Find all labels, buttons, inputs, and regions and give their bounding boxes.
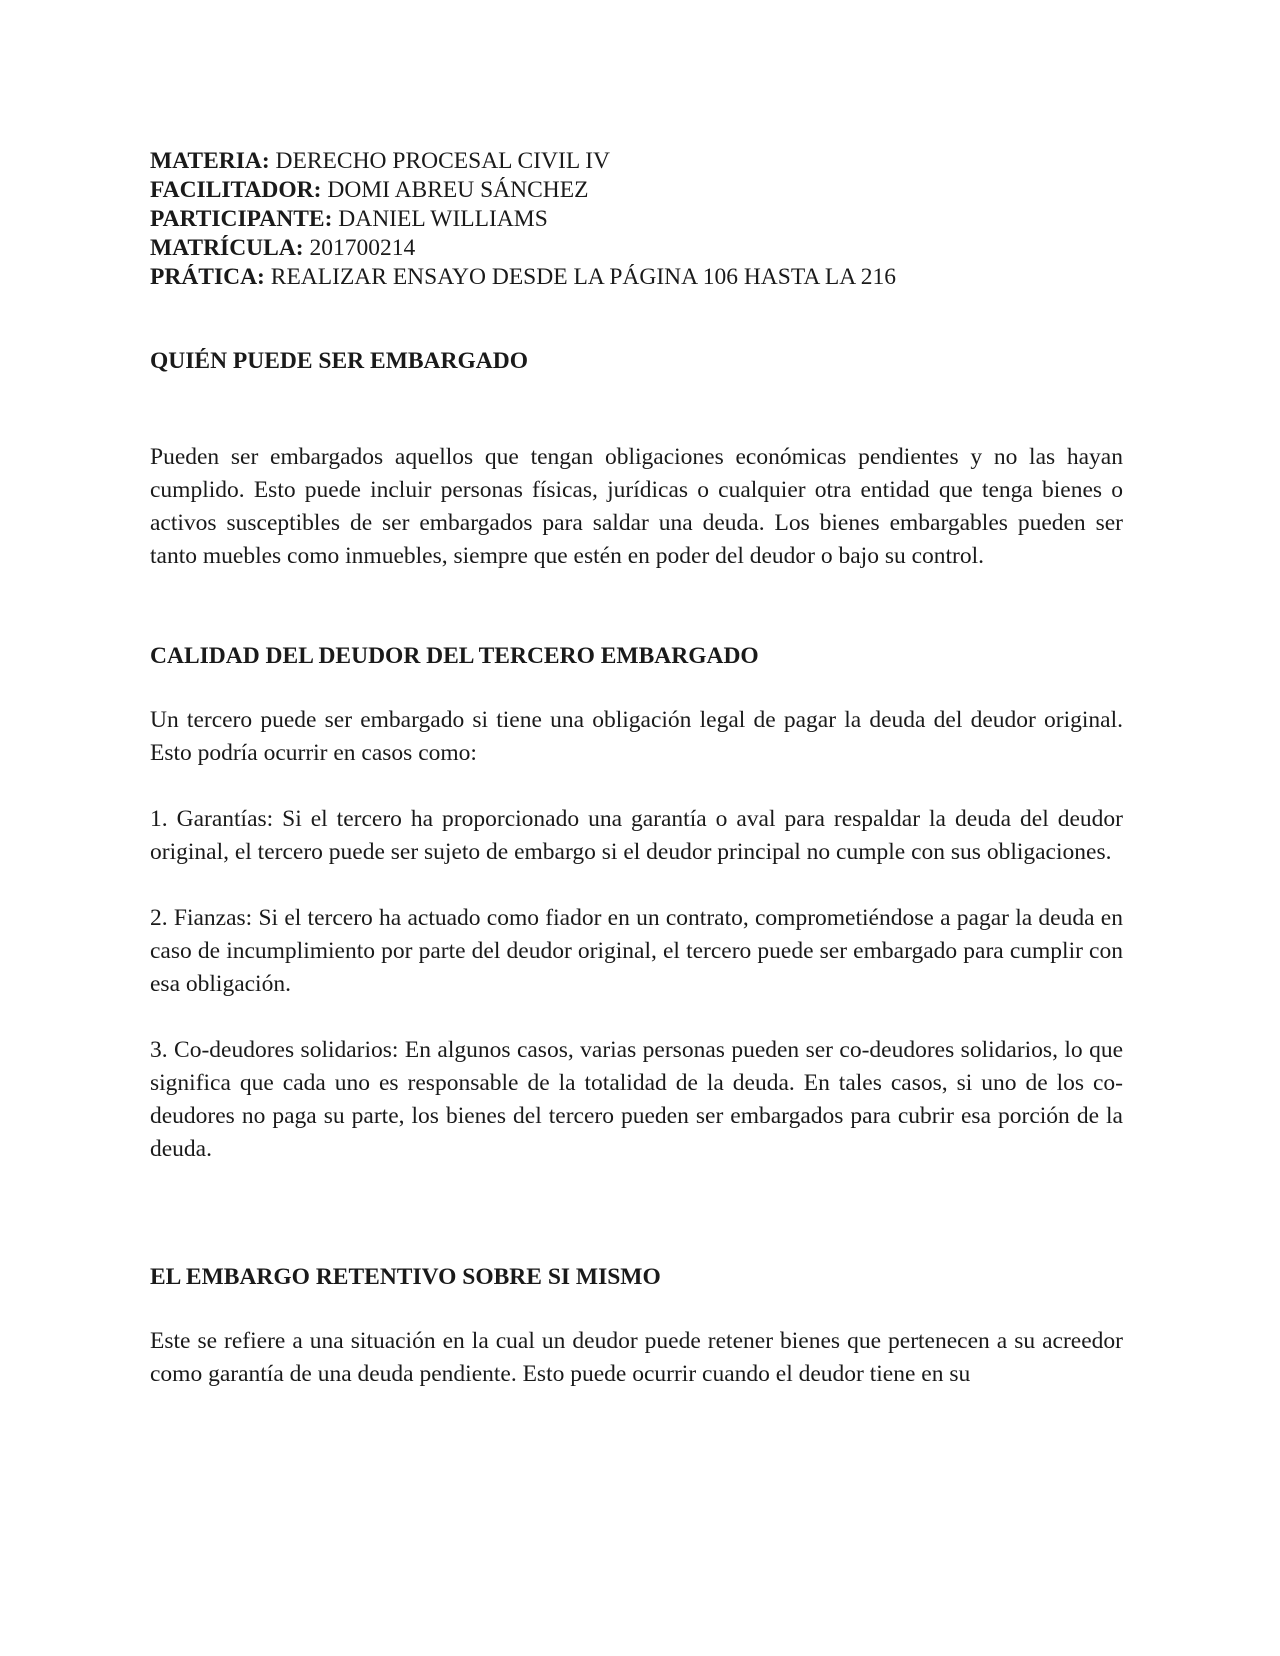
section-heading-calidad: CALIDAD DEL DEUDOR DEL TERCERO EMBARGADO bbox=[150, 643, 759, 669]
paragraph-calidad-intro: Un tercero puede ser embargado si tiene una obligación legal de pagar la deuda del deudor original. Esto podría ocurrir en casos como: bbox=[150, 707, 1123, 766]
participante-line bbox=[150, 205, 1123, 234]
facilitador-value: DOMI ABREU SÁNCHEZ bbox=[321, 177, 589, 203]
matricula-line bbox=[150, 234, 1123, 263]
materia-line bbox=[150, 147, 1123, 176]
matricula-value: 201700214 bbox=[303, 235, 416, 261]
paragraph-retentivo: Este se refiere a una situación en la cual un deudor puede retener bienes que pertenecen a su acreedor como garantía de una deuda pendiente. Esto puede ocurrir cuando el deudor tiene en su bbox=[150, 1328, 1123, 1387]
document-header bbox=[150, 147, 1123, 292]
section-heading-quien: QUIÉN PUEDE SER EMBARGADO bbox=[150, 348, 528, 374]
document-page bbox=[150, 147, 1123, 1391]
matricula-label: MATRÍCULA: bbox=[150, 235, 304, 261]
participante-label: PARTICIPANTE: bbox=[150, 206, 333, 232]
practica-value: REALIZAR ENSAYO DESDE LA PÁGINA 106 HASTA LA 216 bbox=[264, 264, 897, 290]
practica-line bbox=[150, 263, 1123, 292]
paragraph-fianzas: 2. Fianzas: Si el tercero ha actuado como fiador en un contrato, comprometiéndose a pagar la deuda en caso de incumplimiento por parte del deudor original, el tercero puede ser embargado para cumplir con esa obligación. bbox=[150, 905, 1123, 997]
paragraph-garantias: 1. Garantías: Si el tercero ha proporcionado una garantía o aval para respaldar la deuda del deudor original, el tercero puede ser sujeto de embargo si el deudor principal no cumple con sus obligaciones. bbox=[150, 806, 1123, 865]
facilitador-line bbox=[150, 176, 1123, 205]
paragraph-quien: Pueden ser embargados aquellos que tengan obligaciones económicas pendientes y no las hayan cumplido. Esto puede incluir personas físicas, jurídicas o cualquier otra entidad que tenga bienes o activos susceptibles de ser embargados para saldar una deuda. Los bienes embargables pueden ser tanto muebles como inmuebles, siempre que estén en poder del deudor o bajo su control. bbox=[150, 444, 1123, 569]
participante-value: DANIEL WILLIAMS bbox=[332, 206, 548, 232]
paragraph-codeudores: 3. Co-deudores solidarios: En algunos casos, varias personas pueden ser co-deudores solidarios, lo que significa que cada uno es responsable de la totalidad de la deuda. En tales casos, si uno de los co-deudores no paga su parte, los bienes del tercero pueden ser embargados para cubrir esa porción de la deuda. bbox=[150, 1037, 1123, 1162]
facilitador-label: FACILITADOR: bbox=[150, 177, 322, 203]
practica-label: PRÁTICA: bbox=[150, 264, 265, 290]
materia-label: MATERIA: bbox=[150, 148, 270, 174]
section-heading-retentivo: EL EMBARGO RETENTIVO SOBRE SI MISMO bbox=[150, 1264, 661, 1290]
materia-value: DERECHO PROCESAL CIVIL IV bbox=[269, 148, 610, 174]
